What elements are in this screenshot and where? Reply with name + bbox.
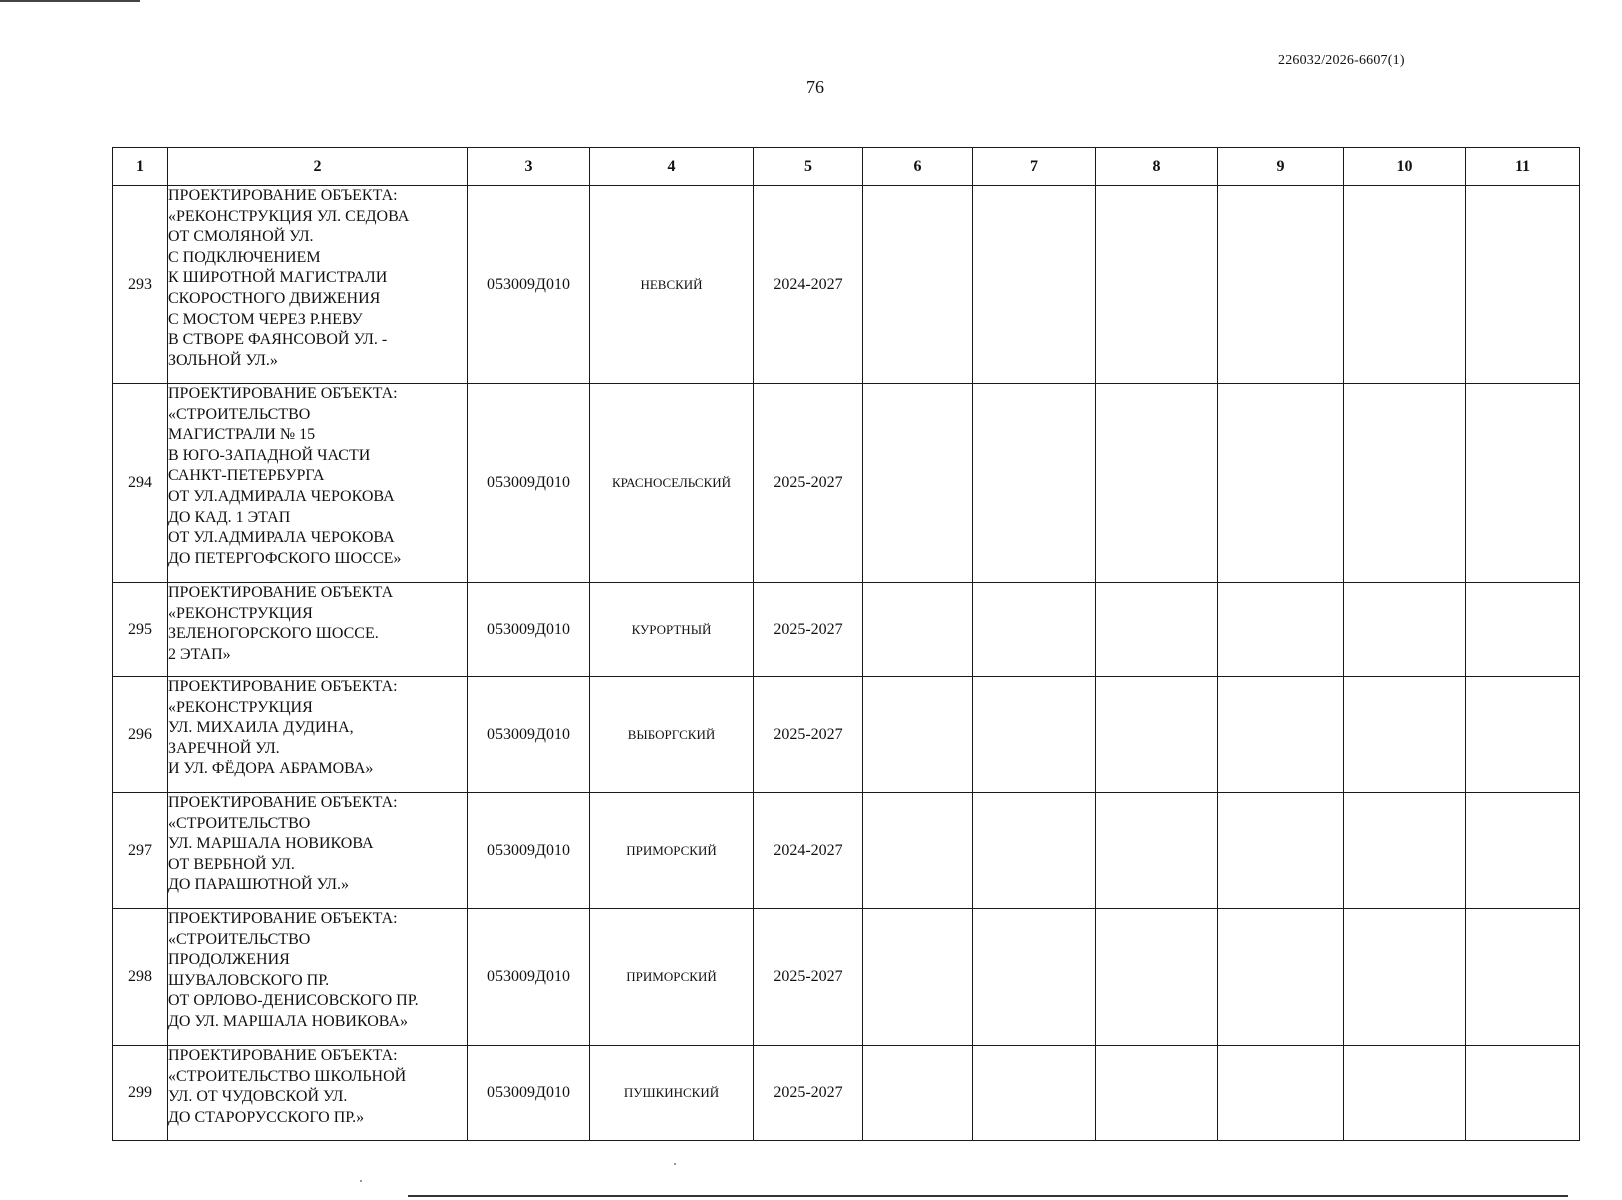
district: ПРИМОРСКИЙ: [590, 793, 754, 909]
column-header-7: 7: [973, 148, 1096, 186]
empty-cell: [1344, 1046, 1466, 1141]
empty-cell: [863, 186, 973, 384]
district: ВЫБОРГСКИЙ: [590, 677, 754, 793]
empty-cell: [973, 1046, 1096, 1141]
scan-speck: [674, 1163, 676, 1165]
empty-cell: [1096, 384, 1218, 583]
table-row: [113, 793, 1580, 909]
empty-cell: [1344, 186, 1466, 384]
object-name: ПРОЕКТИРОВАНИЕ ОБЪЕКТА: «СТРОИТЕЛЬСТВО ПРОДОЛЖЕНИЯ ШУВАЛОВСКОГО ПР. ОТ ОРЛОВО-ДЕНИСОВСКОГО ПР. ДО УЛ. МАРШАЛА НОВИКОВА»: [168, 909, 468, 1046]
empty-cell: [1218, 384, 1344, 583]
empty-cell: [973, 909, 1096, 1046]
object-name: ПРОЕКТИРОВАНИЕ ОБЪЕКТА: «СТРОИТЕЛЬСТВО МАГИСТРАЛИ № 15 В ЮГО-ЗАПАДНОЙ ЧАСТИ САНКТ-ПЕТЕРБУРГА ОТ УЛ.АДМИРАЛА ЧЕРОКОВА ДО КАД. 1 ЭТАП ОТ УЛ.АДМИРАЛА ЧЕРОКОВА ДО ПЕТЕРГОФСКОГО ШОССЕ»: [168, 384, 468, 583]
page-number: 76: [806, 77, 824, 97]
budget-code: 053009Д010: [468, 384, 590, 583]
column-header-6: 6: [863, 148, 973, 186]
empty-cell: [863, 384, 973, 583]
district: ПРИМОРСКИЙ: [590, 909, 754, 1046]
empty-cell: [973, 583, 1096, 677]
column-header-9: 9: [1218, 148, 1344, 186]
row-number: 299: [113, 1046, 168, 1141]
budget-code: 053009Д010: [468, 793, 590, 909]
row-number: 298: [113, 909, 168, 1046]
budget-code: 053009Д010: [468, 583, 590, 677]
empty-cell: [863, 583, 973, 677]
object-name: ПРОЕКТИРОВАНИЕ ОБЪЕКТА: «СТРОИТЕЛЬСТВО ШКОЛЬНОЙ УЛ. ОТ ЧУДОВСКОЙ УЛ. ДО СТАРОРУССКОГО ПР.»: [168, 1046, 468, 1141]
budget-code: 053009Д010: [468, 186, 590, 384]
column-header-10: 10: [1344, 148, 1466, 186]
empty-cell: [1466, 186, 1580, 384]
object-name: ПРОЕКТИРОВАНИЕ ОБЪЕКТА: «РЕКОНСТРУКЦИЯ УЛ. МИХАИЛА ДУДИНА, ЗАРЕЧНОЙ УЛ. И УЛ. ФЁДОРА АБРАМОВА»: [168, 677, 468, 793]
empty-cell: [1096, 1046, 1218, 1141]
table-row: [113, 583, 1580, 677]
empty-cell: [863, 677, 973, 793]
register-table: [112, 147, 1580, 1141]
column-header-11: 11: [1466, 148, 1580, 186]
empty-cell: [1218, 677, 1344, 793]
empty-cell: [1466, 909, 1580, 1046]
period: 2025-2027: [754, 1046, 863, 1141]
period: 2025-2027: [754, 909, 863, 1046]
period: 2024-2027: [754, 793, 863, 909]
table-row: [113, 1046, 1580, 1141]
district: КУРОРТНЫЙ: [590, 583, 754, 677]
row-number: 294: [113, 384, 168, 583]
scan-edge-line-top: [0, 0, 140, 2]
column-header-5: 5: [754, 148, 863, 186]
column-header-2: 2: [168, 148, 468, 186]
empty-cell: [1096, 793, 1218, 909]
budget-code: 053009Д010: [468, 1046, 590, 1141]
column-header-4: 4: [590, 148, 754, 186]
empty-cell: [1218, 583, 1344, 677]
empty-cell: [1096, 677, 1218, 793]
empty-cell: [1466, 793, 1580, 909]
table-row: [113, 677, 1580, 793]
empty-cell: [973, 677, 1096, 793]
empty-cell: [1218, 186, 1344, 384]
empty-cell: [1218, 793, 1344, 909]
empty-cell: [863, 1046, 973, 1141]
scan-speck: [360, 1180, 362, 1182]
empty-cell: [1466, 583, 1580, 677]
table-row: [113, 909, 1580, 1046]
empty-cell: [1344, 793, 1466, 909]
empty-cell: [1218, 909, 1344, 1046]
empty-cell: [973, 384, 1096, 583]
object-name: ПРОЕКТИРОВАНИЕ ОБЪЕКТА: «РЕКОНСТРУКЦИЯ УЛ. СЕДОВА ОТ СМОЛЯНОЙ УЛ. С ПОДКЛЮЧЕНИЕМ К ШИРОТНОЙ МАГИСТРАЛИ СКОРОСТНОГО ДВИЖЕНИЯ С МОСТОМ ЧЕРЕЗ Р.НЕВУ В СТВОРЕ ФАЯНСОВОЙ УЛ. - ЗОЛЬНОЙ УЛ.»: [168, 186, 468, 384]
row-number: 293: [113, 186, 168, 384]
object-name: ПРОЕКТИРОВАНИЕ ОБЪЕКТА: «СТРОИТЕЛЬСТВО УЛ. МАРШАЛА НОВИКОВА ОТ ВЕРБНОЙ УЛ. ДО ПАРАШЮТНОЙ УЛ.»: [168, 793, 468, 909]
empty-cell: [1466, 1046, 1580, 1141]
row-number: 295: [113, 583, 168, 677]
empty-cell: [1344, 677, 1466, 793]
table-row: [113, 384, 1580, 583]
empty-cell: [1218, 1046, 1344, 1141]
empty-cell: [1096, 909, 1218, 1046]
scan-edge-line-bottom: [408, 1195, 1568, 1197]
empty-cell: [973, 793, 1096, 909]
period: 2025-2027: [754, 583, 863, 677]
budget-code: 053009Д010: [468, 677, 590, 793]
period: 2025-2027: [754, 384, 863, 583]
empty-cell: [1466, 384, 1580, 583]
empty-cell: [1344, 909, 1466, 1046]
period: 2025-2027: [754, 677, 863, 793]
document-number: 226032/2026-6607(1): [1278, 53, 1405, 68]
empty-cell: [1466, 677, 1580, 793]
empty-cell: [863, 909, 973, 1046]
empty-cell: [1344, 384, 1466, 583]
table-row: [113, 186, 1580, 384]
district: ПУШКИНСКИЙ: [590, 1046, 754, 1141]
empty-cell: [973, 186, 1096, 384]
row-number: 296: [113, 677, 168, 793]
empty-cell: [1096, 186, 1218, 384]
column-header-1: 1: [113, 148, 168, 186]
period: 2024-2027: [754, 186, 863, 384]
district: НЕВСКИЙ: [590, 186, 754, 384]
object-name: ПРОЕКТИРОВАНИЕ ОБЪЕКТА «РЕКОНСТРУКЦИЯ ЗЕЛЕНОГОРСКОГО ШОССЕ. 2 ЭТАП»: [168, 583, 468, 677]
column-header-3: 3: [468, 148, 590, 186]
column-header-8: 8: [1096, 148, 1218, 186]
empty-cell: [863, 793, 973, 909]
table-header-row: [113, 148, 1580, 186]
budget-code: 053009Д010: [468, 909, 590, 1046]
district: КРАСНОСЕЛЬСКИЙ: [590, 384, 754, 583]
empty-cell: [1344, 583, 1466, 677]
empty-cell: [1096, 583, 1218, 677]
row-number: 297: [113, 793, 168, 909]
